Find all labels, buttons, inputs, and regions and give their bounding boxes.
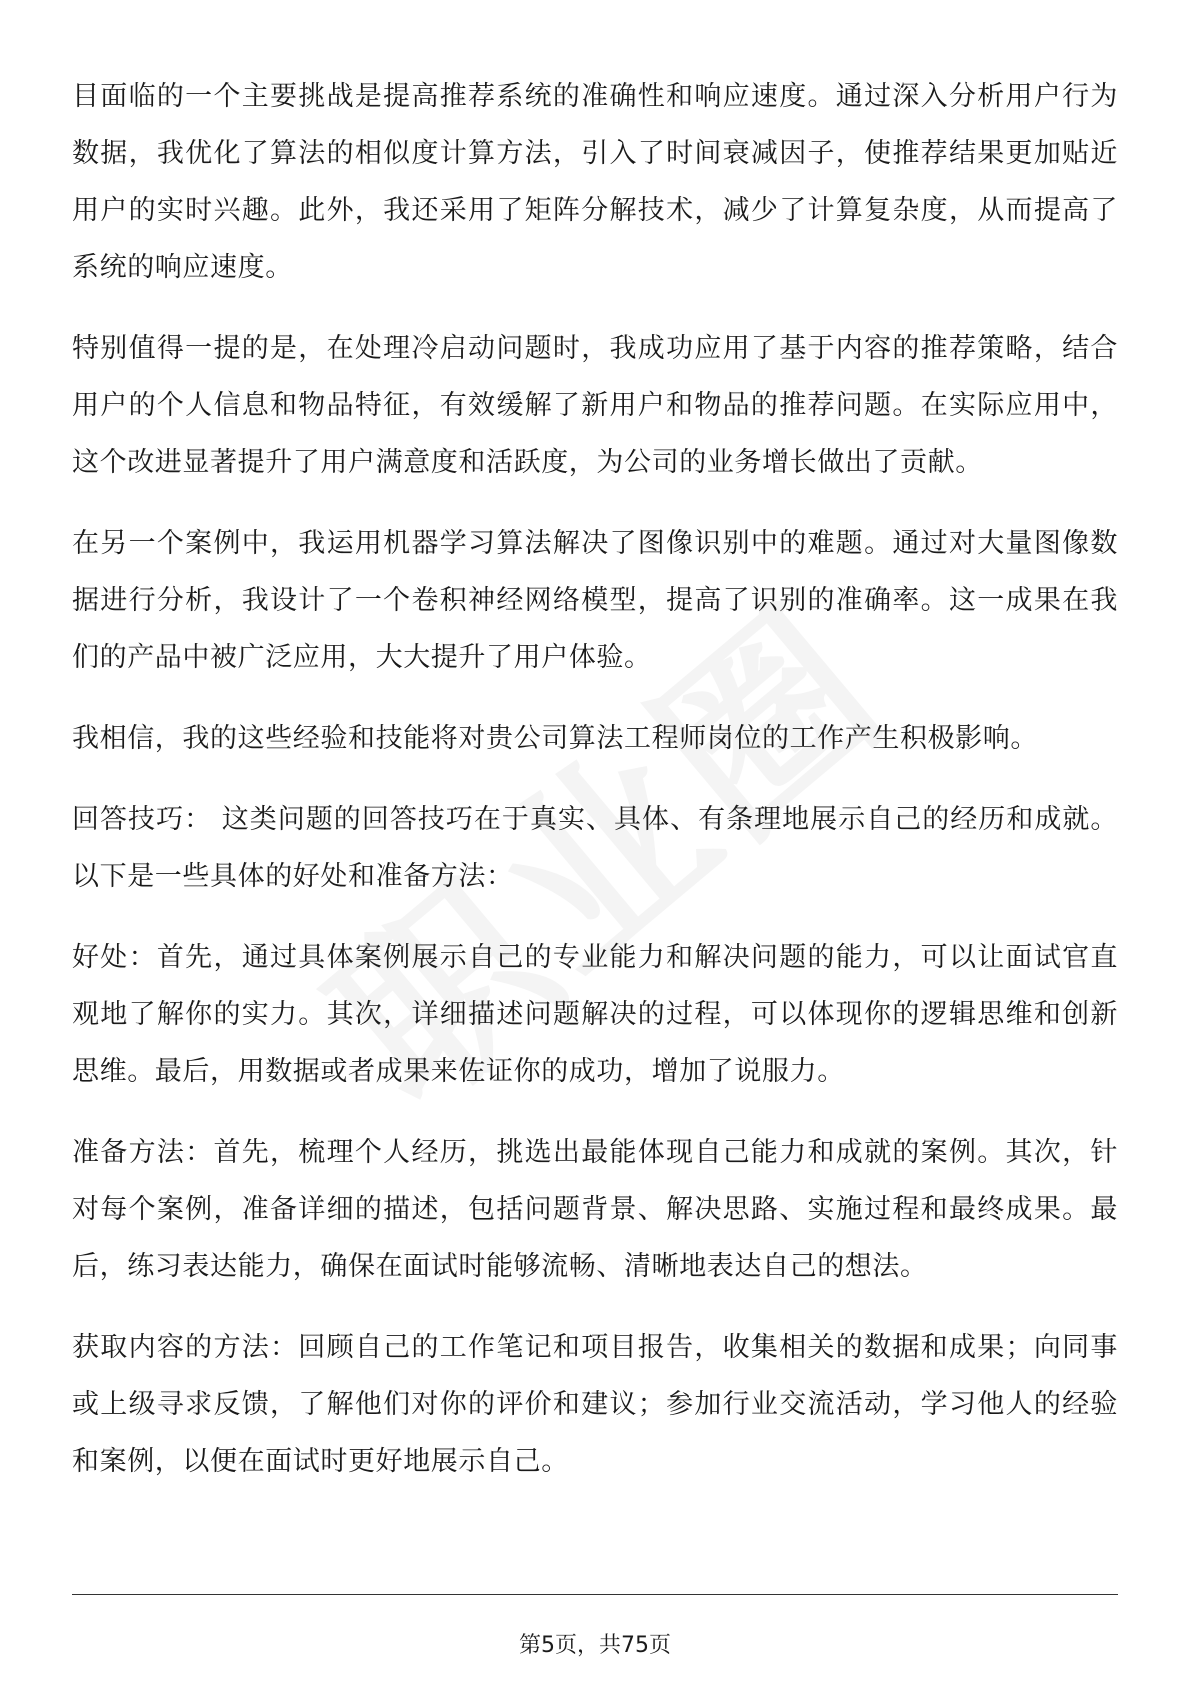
paragraph-benefits: 好处：首先，通过具体案例展示自己的专业能力和解决问题的能力，可以让面试官直观地了解你的实力。其次，详细描述问题解决的过程，可以体现你的逻辑思维和创新思维。最后，用数据或者成果来佐证你的成功，增加了说服力。 bbox=[72, 942, 1118, 1087]
paragraph-1: 目面临的一个主要挑战是提高推荐系统的准确性和响应速度。通过深入分析用户行为数据，我优化了算法的相似度计算方法，引入了时间衰减因子，使推荐结果更加贴近用户的实时兴趣。此外，我还采用了矩阵分解技术，减少了计算复杂度，从而提高了系统的响应速度。 bbox=[72, 81, 1118, 283]
paragraph-3: 在另一个案例中，我运用机器学习算法解决了图像识别中的难题。通过对大量图像数据进行分析，我设计了一个卷积神经网络模型，提高了识别的准确率。这一成果在我们的产品中被广泛应用，大大提升了用户体验。 bbox=[72, 528, 1118, 673]
paragraph-2: 特别值得一提的是，在处理冷启动问题时，我成功应用了基于内容的推荐策略，结合用户的个人信息和物品特征，有效缓解了新用户和物品的推荐问题。在实际应用中，这个改进显著提升了用户满意度和活跃度，为公司的业务增长做出了贡献。 bbox=[72, 333, 1118, 478]
paragraph-preparation: 准备方法：首先，梳理个人经历，挑选出最能体现自己能力和成就的案例。其次，针对每个案例，准备详细的描述，包括问题背景、解决思路、实施过程和最终成果。最后，练习表达能力，确保在面试时能够流畅、清晰地表达自己的想法。 bbox=[72, 1137, 1118, 1282]
page-number: 第5页，共75页 bbox=[519, 1633, 671, 1658]
paragraph-4: 我相信，我的这些经验和技能将对贵公司算法工程师岗位的工作产生积极影响。 bbox=[72, 723, 1038, 754]
paragraph-answer-tips: 回答技巧： 这类问题的回答技巧在于真实、具体、有条理地展示自己的经历和成就。以下是一些具体的好处和准备方法： bbox=[72, 804, 1118, 892]
document-body bbox=[72, 68, 1118, 1514]
footer-divider bbox=[72, 1594, 1118, 1595]
paragraph-content-sources: 获取内容的方法：回顾自己的工作笔记和项目报告，收集相关的数据和成果；向同事或上级寻求反馈，了解他们对你的评价和建议；参加行业交流活动，学习他人的经验和案例，以便在面试时更好地展示自己。 bbox=[72, 1332, 1118, 1477]
